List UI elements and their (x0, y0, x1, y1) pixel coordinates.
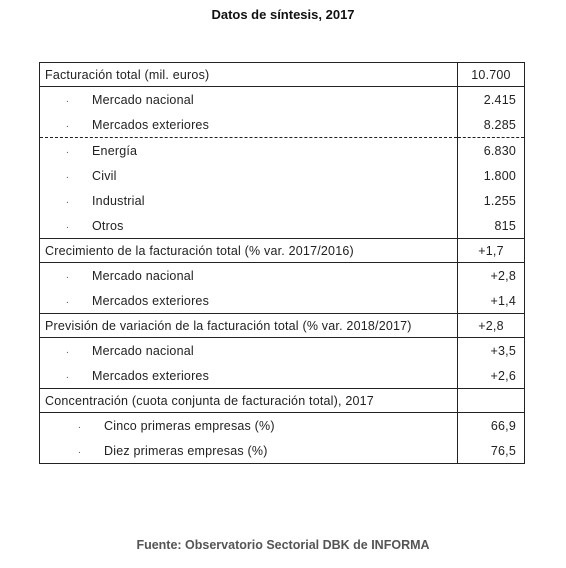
item-value: 76,5 (458, 438, 525, 464)
page-title: Datos de síntesis, 2017 (211, 7, 355, 22)
source-note: Fuente: Observatorio Sectorial DBK de INFORMA (136, 538, 430, 552)
item-value: 2.415 (458, 87, 525, 113)
table-row (40, 87, 525, 113)
item-label: Diez primeras empresas (%) (104, 443, 268, 458)
summary-table (39, 62, 525, 464)
item-value: 6.830 (458, 138, 525, 164)
table-row (40, 239, 525, 263)
bullet: · (65, 271, 70, 283)
section-value: +2,8 (458, 314, 525, 338)
bullet: · (65, 296, 70, 308)
section-label: Crecimiento de la facturación total (% var. 2017/2016) (40, 239, 458, 263)
table-row (40, 263, 525, 289)
item-label: Civil (92, 168, 117, 183)
item-value: 1.255 (458, 188, 525, 213)
item-value: +2,8 (458, 263, 525, 289)
bullet: · (65, 221, 70, 233)
item-value: +3,5 (458, 338, 525, 364)
table-row (40, 314, 525, 338)
bullet: · (65, 346, 70, 358)
item-label: Mercado nacional (92, 343, 194, 358)
item-value: +2,6 (458, 363, 525, 389)
section-value: 10.700 (458, 63, 525, 87)
table-row (40, 338, 525, 364)
item-label: Mercado nacional (92, 92, 194, 107)
table-row (40, 163, 525, 188)
table-row (40, 413, 525, 439)
table-row (40, 63, 525, 87)
table-row (40, 213, 525, 239)
table-row (40, 112, 525, 138)
bullet: · (65, 95, 70, 107)
table-row (40, 288, 525, 314)
section-label: Concentración (cuota conjunta de facturación total), 2017 (40, 389, 458, 413)
bullet: · (65, 196, 70, 208)
bullet: · (65, 146, 70, 158)
bullet: · (65, 371, 70, 383)
table-row (40, 363, 525, 389)
table-row (40, 188, 525, 213)
item-label: Otros (92, 218, 124, 233)
item-label: Mercado nacional (92, 268, 194, 283)
item-label: Mercados exteriores (92, 368, 210, 383)
bullet: · (65, 171, 70, 183)
item-label: Energía (92, 143, 138, 158)
item-value: +1,4 (458, 288, 525, 314)
item-value: 8.285 (458, 112, 525, 138)
item-label: Cinco primeras empresas (%) (104, 418, 275, 433)
table-row (40, 138, 525, 164)
bullet: · (77, 421, 82, 433)
item-value: 1.800 (458, 163, 525, 188)
bullet: · (77, 446, 82, 458)
table-row (40, 389, 525, 413)
item-value: 66,9 (458, 413, 525, 439)
section-value (458, 389, 525, 413)
item-label: Mercados exteriores (92, 117, 210, 132)
bullet: · (65, 120, 70, 132)
section-label: Previsión de variación de la facturación total (% var. 2018/2017) (40, 314, 458, 338)
section-label: Facturación total (mil. euros) (40, 63, 458, 87)
item-label: Industrial (92, 193, 145, 208)
section-value: +1,7 (458, 239, 525, 263)
item-label: Mercados exteriores (92, 293, 210, 308)
item-value: 815 (458, 213, 525, 239)
table-row (40, 438, 525, 464)
